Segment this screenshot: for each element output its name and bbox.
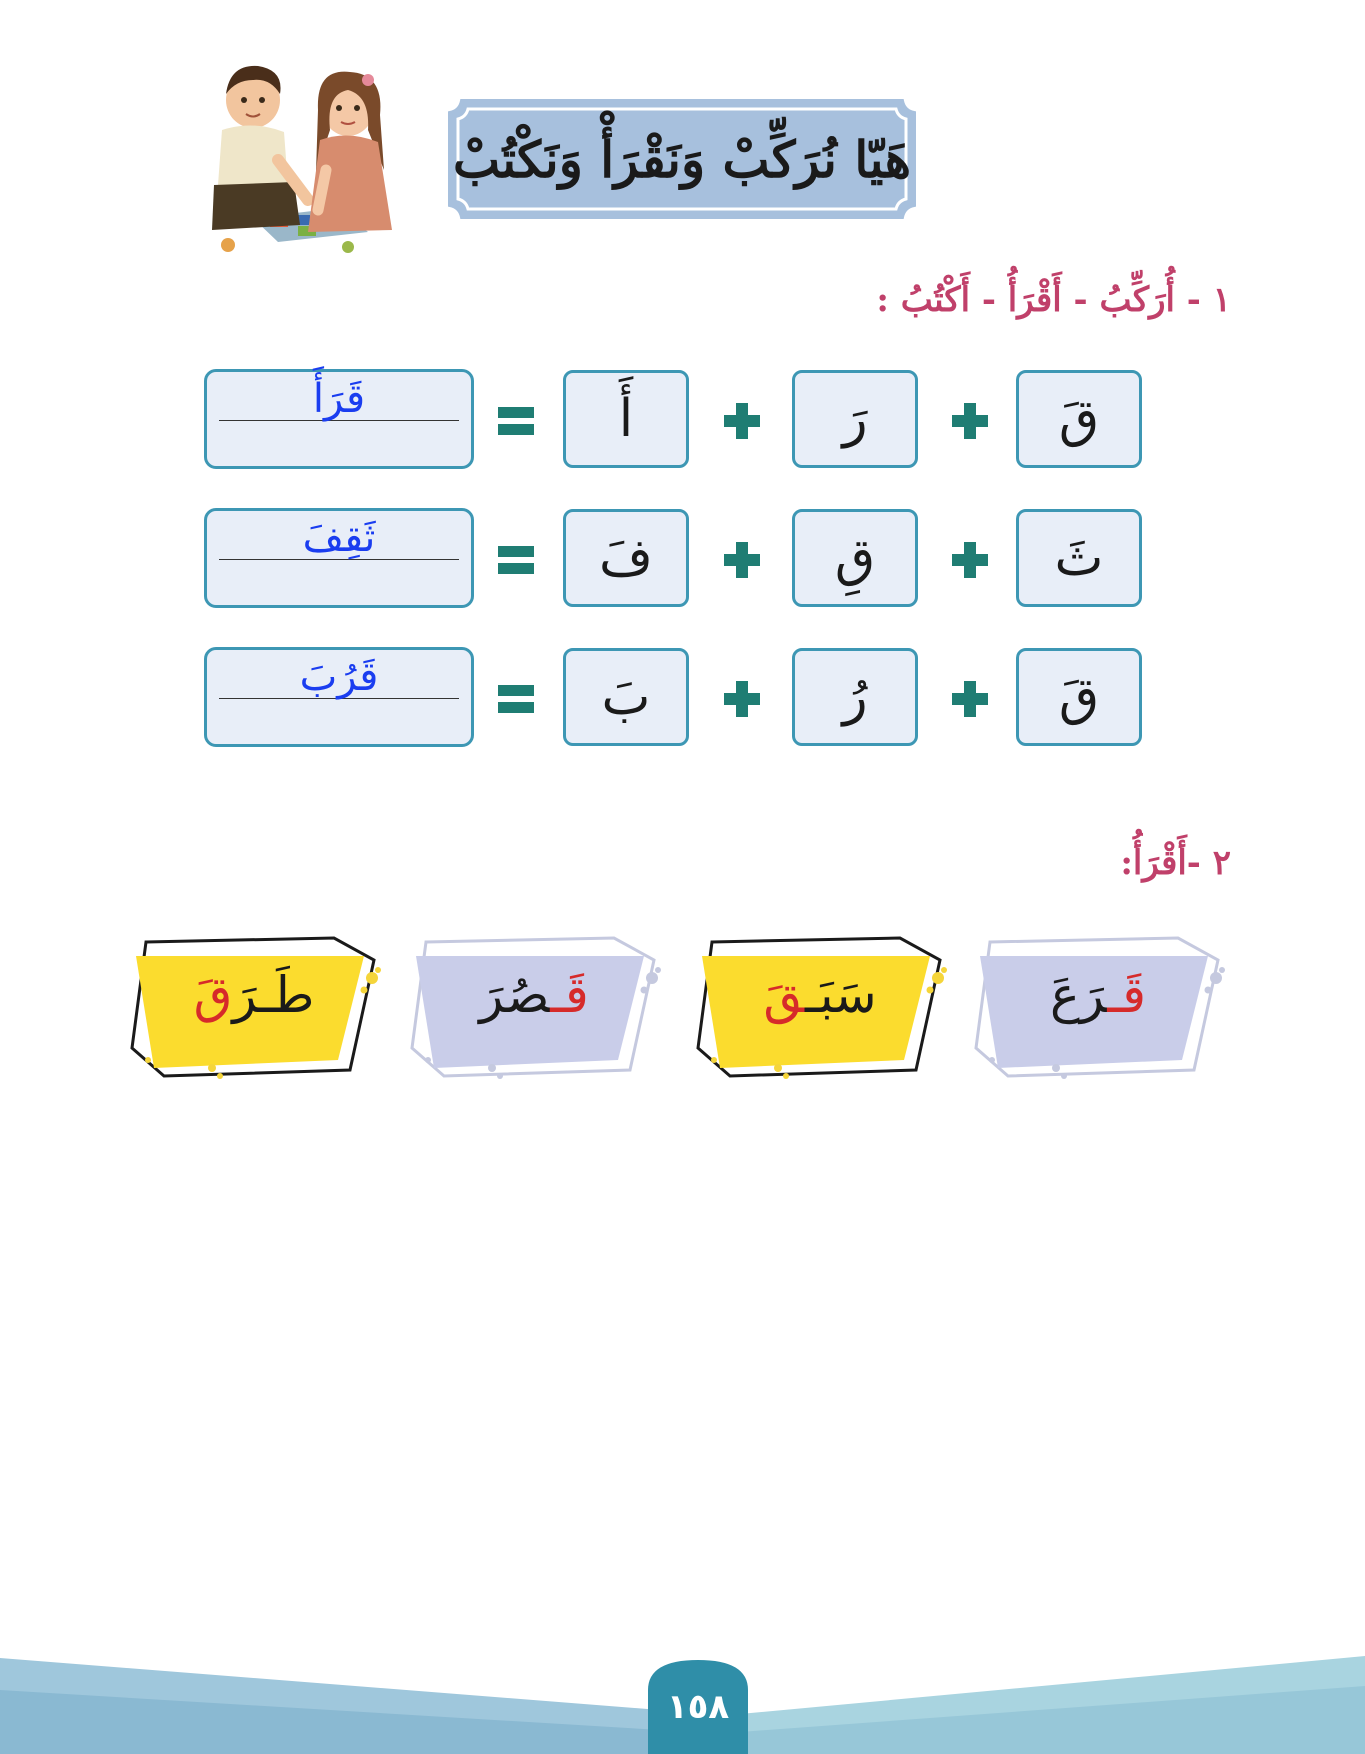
answer-box[interactable] (204, 647, 474, 747)
answer-box[interactable] (204, 508, 474, 608)
letter-box: رَ (792, 370, 918, 468)
section2-heading: ٢ -أَقْرَأُ: (1120, 843, 1231, 883)
letter-box: قَ (1016, 648, 1142, 746)
letter-box: ثَ (1016, 509, 1142, 607)
equals-icon (490, 395, 542, 447)
plus-icon (944, 673, 996, 725)
plus-icon (944, 534, 996, 586)
letter-box: رُ (792, 648, 918, 746)
plus-icon (716, 673, 768, 725)
answer-word: قَرَأَ (312, 376, 366, 422)
card-word (124, 966, 384, 1024)
letter-box: قَ (1016, 370, 1142, 468)
card-word (968, 966, 1228, 1024)
equals-icon (490, 534, 542, 586)
children-puzzle-illustration (208, 60, 428, 255)
plus-icon (716, 534, 768, 586)
word-part-highlight: قَـ (550, 966, 589, 1024)
answer-word: قَرُبَ (299, 654, 379, 700)
word-part-highlight: قَـ (1107, 966, 1146, 1024)
word-card (690, 930, 950, 1080)
word-part: صُرَ (479, 966, 551, 1024)
word-part-highlight: قَ (763, 966, 806, 1024)
plus-icon (716, 395, 768, 447)
plus-icon (944, 395, 996, 447)
word-part: طَـرَ (232, 966, 315, 1024)
word-part: سَبَـ (805, 966, 877, 1024)
word-part: رَعَ (1050, 966, 1108, 1024)
letter-box: قِ (792, 509, 918, 607)
word-card (968, 930, 1228, 1080)
answer-word: ثَقِفَ (302, 515, 376, 561)
page-number: ١٥٨ (666, 1687, 730, 1727)
section1-heading: ١ - أُرَكِّبُ - أَقْرَأُ - أَكْتُبُ : (876, 280, 1231, 320)
equals-icon (490, 673, 542, 725)
word-card (404, 930, 664, 1080)
page-title: هَيّا نُرَكِّبْ وَنَقْرَأْ وَنَكْتُبْ (453, 129, 912, 189)
word-card (124, 930, 384, 1080)
word-part-highlight: قَ (193, 966, 233, 1024)
card-word (690, 966, 950, 1024)
letter-box: أَ (563, 370, 689, 468)
letter-box: بَ (563, 648, 689, 746)
answer-box[interactable] (204, 369, 474, 469)
card-word (404, 966, 664, 1024)
letter-box: فَ (563, 509, 689, 607)
